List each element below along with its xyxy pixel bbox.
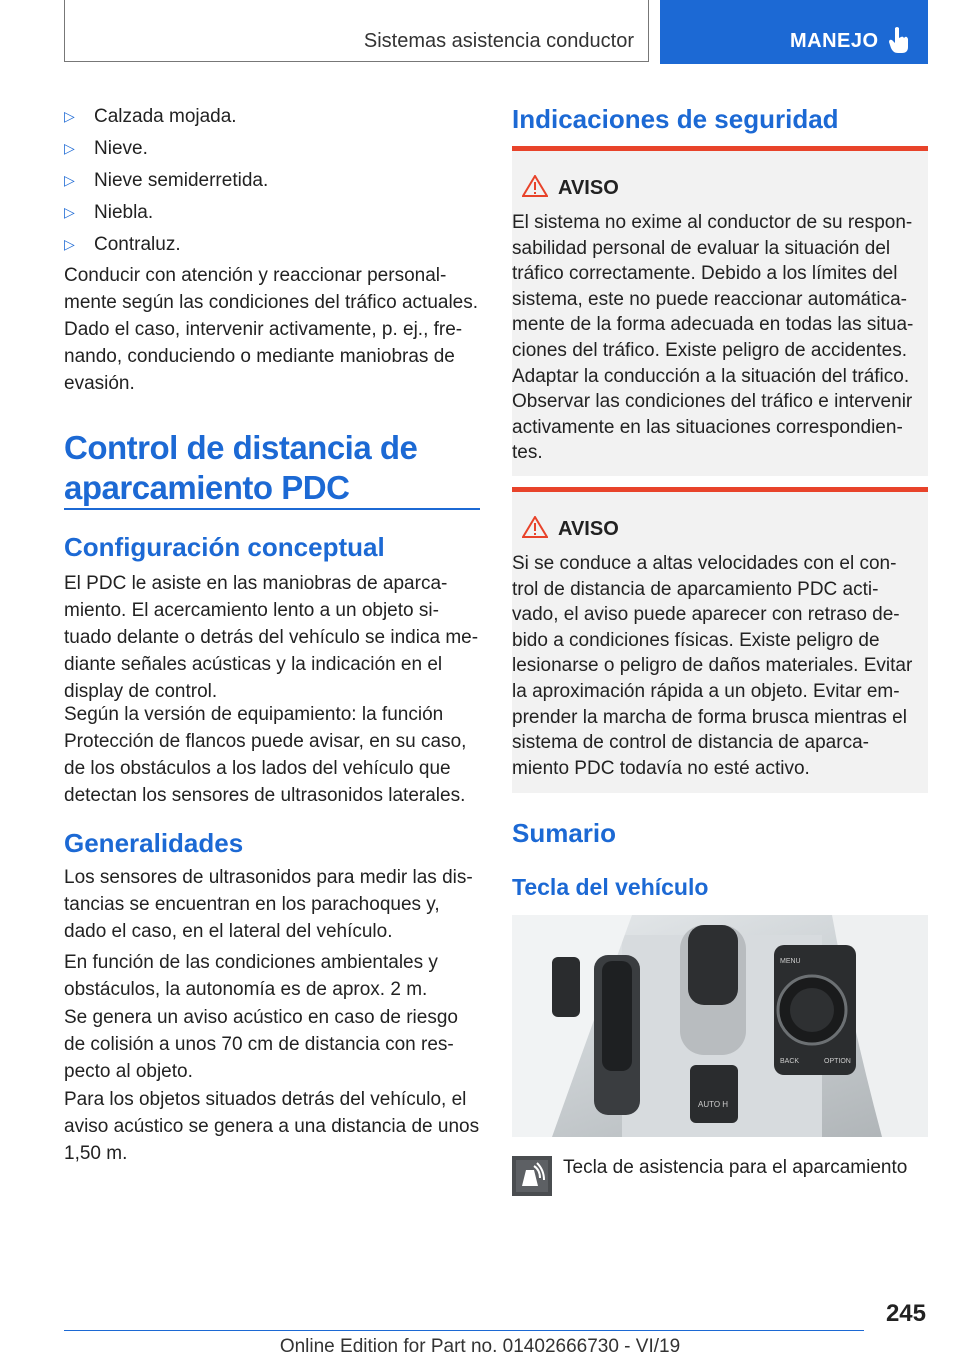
text-line: vado, el aviso puede aparecer con retraso de- <box>512 604 900 626</box>
list-item-text: Niebla. <box>94 202 154 223</box>
text-line: Los sensores de ultrasonidos para medir las dis- <box>64 867 473 888</box>
text-line: En función de las condiciones ambientales y <box>64 952 438 973</box>
general-heading: Generalidades <box>64 828 244 858</box>
section-title-pdc <box>64 428 417 508</box>
text-line: detectan los sensores de ultrasonidos laterales. <box>64 785 466 806</box>
section-title: Sistemas asistencia conductor <box>363 30 634 52</box>
bullet-triangle-icon: ▷ <box>64 236 75 252</box>
text-line: 1,50 m. <box>64 1143 128 1164</box>
edition-footer: Online Edition for Part no. 01402666730 - VI/19 <box>279 1336 681 1357</box>
photo-label: AUTO H <box>698 1100 729 1109</box>
page-header <box>64 0 928 64</box>
text-line: pecto al objeto. <box>64 1061 193 1082</box>
text-line: prender la marcha de forma brusca mientras el <box>512 706 907 728</box>
list-item-text: Calzada mojada. <box>94 106 237 127</box>
list-item-text: Nieve semiderretida. <box>94 170 269 191</box>
text-line: obstáculos, la autonomía es de aprox. 2 m. <box>64 979 428 1000</box>
text-line: tancias se encuentran en los parachoques y, <box>64 894 440 915</box>
bullet-triangle-icon: ▷ <box>64 172 75 188</box>
bullet-triangle-icon: ▷ <box>64 140 75 156</box>
warning-title: AVISO <box>558 518 619 540</box>
bullet-triangle-icon: ▷ <box>64 108 75 124</box>
console-illustration <box>512 915 928 1137</box>
text-line: Según la versión de equipamiento: la función <box>64 704 444 725</box>
text-line: El PDC le asiste en las maniobras de aparca- <box>64 573 448 594</box>
text-line: nando, conduciendo o mediante maniobras de <box>64 346 455 367</box>
chapter-tab <box>660 0 928 64</box>
text-line: Dado el caso, intervenir activamente, p. ej., fre- <box>64 319 463 340</box>
footer-rule <box>64 1330 864 1331</box>
text-line: de colisión a unos 70 cm de distancia con res- <box>64 1034 454 1055</box>
text-line: display de control. <box>64 681 218 702</box>
photo-label: BACK <box>780 1058 800 1065</box>
text-line: tráfico correctamente. Debido a los límites del <box>512 263 898 285</box>
text-line: Observar las condiciones del tráfico e intervenir <box>512 391 913 413</box>
warning-title: AVISO <box>558 177 619 199</box>
list-item-text: Contraluz. <box>94 234 181 255</box>
text-line: aviso acústico se genera a una distancia de unos <box>64 1116 480 1137</box>
center-console-photo <box>512 915 928 1137</box>
photo-label: MENU <box>780 958 801 965</box>
page-number: 245 <box>885 1300 926 1327</box>
text-line: evasión. <box>64 373 135 394</box>
text-line: Protección de flancos puede avisar, en su caso, <box>64 731 467 752</box>
text-line: la aproximación rápida a un objeto. Evitar em- <box>512 681 900 702</box>
text-line: trol de distancia de aparcamiento PDC acti- <box>512 578 879 600</box>
concept-heading: Configuración conceptual <box>64 532 385 562</box>
text-line: ciones del tráfico. Existe peligro de accidentes. <box>512 340 907 361</box>
text-line: mente según las condiciones del tráfico actuales. <box>64 292 479 313</box>
text-line: diante señales acústicas y la indicación en el <box>64 654 443 675</box>
text-line: Se genera un aviso acústico en caso de riesgo <box>64 1007 458 1028</box>
bullet-triangle-icon: ▷ <box>64 204 75 220</box>
warning-box-1 <box>512 146 928 476</box>
section-title-box <box>64 0 649 62</box>
text-line: mente de la forma adecuada en todas las situa- <box>512 314 914 336</box>
title-line: aparcamiento PDC <box>64 469 350 506</box>
warning-triangle-icon <box>522 516 548 538</box>
text-line: El sistema no exime al conductor de su respon- <box>512 212 913 233</box>
text-line: miento PDC todavía no esté activo. <box>512 757 810 779</box>
text-line: sistema, este no puede reaccionar automática- <box>512 288 907 310</box>
text-line: lesionarse o peligro de daños materiales. Evitar <box>512 655 913 677</box>
hand-pointer-icon <box>888 26 910 54</box>
chapter-label: MANEJO <box>790 30 879 52</box>
text-line: activamente en las situaciones correspondien- <box>512 416 903 438</box>
text-line: Para los objetos situados detrás del vehículo, el <box>64 1089 467 1110</box>
text-line: Conducir con atención y reaccionar personal- <box>64 265 447 286</box>
warning-box-2 <box>512 487 928 793</box>
text-line: miento. El acercamiento lento a un objeto si- <box>64 600 439 621</box>
warning-triangle-icon <box>522 175 548 197</box>
text-line: Si se conduce a altas velocidades con el con- <box>512 553 897 574</box>
safety-heading: Indicaciones de seguridad <box>512 104 839 134</box>
vehicle-key-heading: Tecla del vehículo <box>512 874 709 900</box>
summary-heading: Sumario <box>512 818 617 848</box>
photo-label: OPTION <box>824 1058 851 1065</box>
text-line: de los obstáculos a los lados del vehículo que <box>64 758 451 779</box>
parking-assist-key-icon <box>512 1156 552 1196</box>
text-line: tuado delante o detrás del vehículo se indica me- <box>64 627 479 648</box>
key-caption: Tecla de asistencia para el aparcamiento <box>563 1157 908 1178</box>
list-item-text: Nieve. <box>94 138 148 159</box>
text-line: bido a condiciones físicas. Existe peligro de <box>512 629 880 651</box>
title-rule <box>64 508 480 510</box>
title-line: Control de distancia de <box>64 429 418 466</box>
text-line: dado el caso, en el lateral del vehículo. <box>64 921 393 942</box>
text-line: tes. <box>512 442 543 464</box>
text-line: sabilidad personal de evaluar la situación del <box>512 237 891 259</box>
text-line: Adaptar la conducción a la situación del tráfico. <box>512 365 910 387</box>
text-line: sistema de control de distancia de aparca- <box>512 732 869 754</box>
